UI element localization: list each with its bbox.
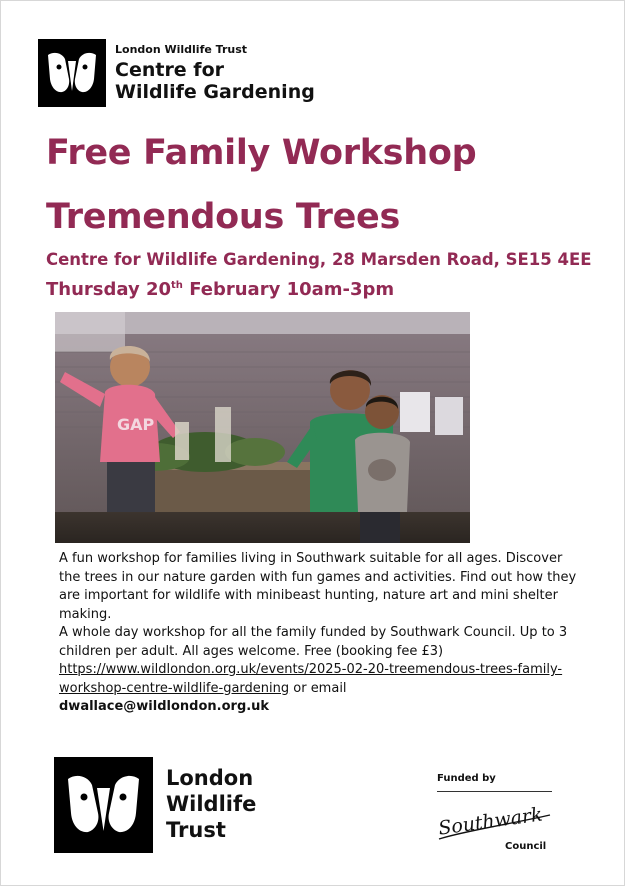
footer-org-name [166,765,256,843]
date-suffix: th [171,280,183,291]
event-location: Centre for Wildlife Gardening, 28 Marsden Road, SE15 4EE [46,250,592,269]
svg-text:GAP: GAP [117,415,155,434]
funded-by-label: Funded by [437,773,496,784]
description [59,550,579,717]
booking-link[interactable]: https://www.wildlondon.org.uk/events/2025-02-20-treemendous-trees-family-workshop-centre-wildlife-gardening [59,662,563,696]
header-centre-line1: Centre for [115,59,224,81]
children-photo [55,312,470,543]
badger-logo-icon [54,757,153,853]
date-rest: February 10am-3pm [182,279,395,300]
page-title-line2: Tremendous Trees [46,197,400,237]
council-name: Southwark [437,803,544,840]
header-org-name: London Wildlife Trust [115,43,248,56]
description-para1: A fun workshop for families living in Southwark suitable for all ages. Discover the trees in our nature garden with fun games and activities. Find out how they are important for wildlife with minibeast hunting, nature art and mini shelter making. [59,551,577,622]
page-title-line1: Free Family Workshop [46,133,477,173]
footer-name-line2: Wildlife [166,792,257,816]
funded-divider [437,791,552,792]
or-email-text: or email [289,680,347,696]
badger-logo-icon [38,39,106,107]
council-sub: Council [505,841,547,852]
header-centre-line2: Wildlife Gardening [115,81,315,103]
description-para2 [59,624,579,717]
header-centre-name [115,59,315,103]
footer-name-line3: Trust [166,818,226,842]
description-para2-text: A whole day workshop for all the family funded by Southwark Council. Up to 3 children per adult. All ages welcome. Free (booking fee £3) [59,625,568,659]
date-day: Thursday 20 [46,279,172,300]
footer-name-line1: London [166,766,254,790]
event-date [46,279,394,300]
contact-email[interactable]: dwallace@wildlondon.org.uk [59,699,270,714]
southwark-council-logo [435,801,555,855]
